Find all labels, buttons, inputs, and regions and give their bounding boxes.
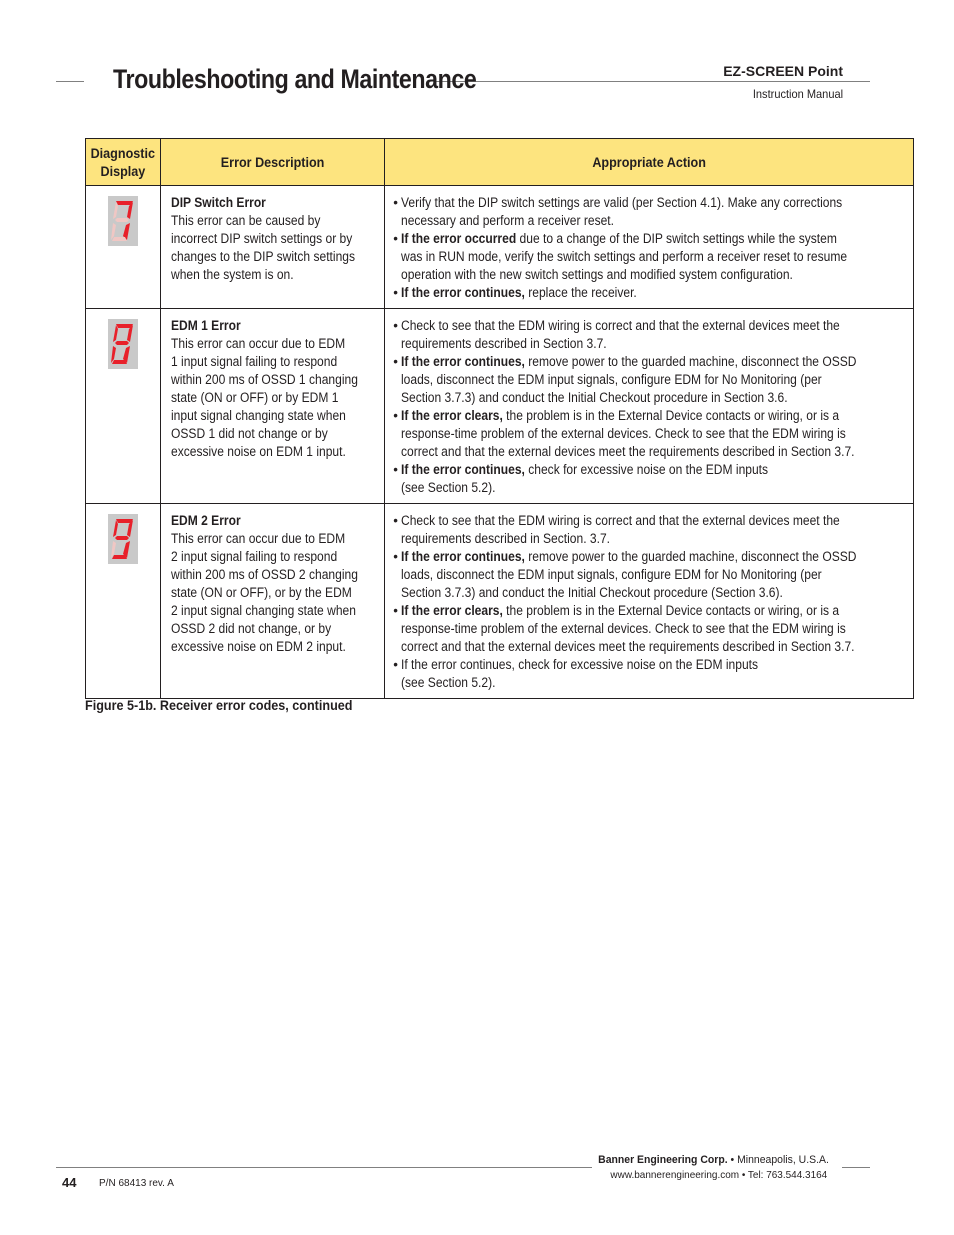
bullet-icon: • [393,318,398,333]
action-line [401,425,856,443]
segment-d [112,237,127,241]
action-text: Section 3.7.3) and conduct the Initial Checkout procedure (Section 3.6). [401,585,784,600]
table-row [86,309,914,504]
error-title: EDM 2 Error [170,513,241,528]
action-emphasis: If the error continues, [401,354,526,369]
header-rule-right [434,81,870,82]
action-line [401,479,856,497]
bullet-icon: • [393,195,398,210]
action-line [401,248,856,266]
action-text: necessary and perform a receiver reset. [401,213,615,228]
action-item [393,317,907,353]
error-description-line: within 200 ms of OSSD 2 changing [170,567,358,582]
company-line [598,1154,829,1166]
action-text: the problem is in the External Device contacts or wiring, or is a [503,408,840,423]
action-line [401,443,856,461]
action-text: loads, disconnect the EDM input signals, configure EDM for No Monitoring (per [401,567,822,582]
error-description-line: 1 input signal failing to respond [170,354,337,369]
contact-line: www.bannerengineering.com • Tel: 763.544.3164 [610,1169,827,1181]
action-line [401,656,856,674]
appropriate-action-cell [385,309,914,504]
action-item [393,194,907,230]
action-text: replace the receiver. [525,285,638,300]
action-line [401,548,856,566]
error-description-line: 2 input signal failing to respond [170,549,337,564]
segment-a [116,519,133,523]
action-item [393,461,907,497]
seven-segment-display-icon [108,514,138,564]
action-line [401,230,856,248]
action-line [401,530,856,548]
diagnostic-display-cell [86,309,161,504]
error-description-line: OSSD 2 did not change, or by [170,621,331,636]
action-line [401,266,856,284]
action-line [401,566,856,584]
error-description-line: This error can be caused by [170,213,320,228]
bullet-icon: • [393,513,398,528]
error-codes-table [85,138,914,699]
appropriate-action-cell [385,504,914,699]
company-location: • Minneapolis, U.S.A. [727,1154,829,1166]
action-item [393,602,907,656]
action-text: the problem is in the External Device contacts or wiring, or is a [503,603,840,618]
error-description-line: excessive noise on EDM 1 input. [170,444,346,459]
action-item [393,284,907,302]
action-line [401,512,856,530]
footer-rule-left [56,1167,592,1168]
error-description-line: changes to the DIP switch settings [170,249,355,264]
action-text: loads, disconnect the EDM input signals, configure EDM for No Monitoring (per [401,372,822,387]
action-item [393,407,907,461]
action-line [401,353,856,371]
action-text: remove power to the guarded machine, disconnect the OSSD [525,354,857,369]
action-line [401,638,856,656]
table-row [86,186,914,309]
error-description-line: state (ON or OFF) or by EDM 1 [170,390,338,405]
action-item [393,656,907,692]
action-line [401,461,856,479]
action-text: (see Section 5.2). [401,675,496,690]
page-title: Troubleshooting and Maintenance [113,64,477,94]
table-row [86,504,914,699]
segment-g [115,536,129,540]
seven-segment-display-icon [108,196,138,246]
action-line [401,620,856,638]
action-line [401,407,856,425]
action-line [401,194,856,212]
segment-g [115,341,129,345]
header-error-description: Error Description [160,139,385,186]
error-description-line: This error can occur due to EDM [170,336,345,351]
action-text: Check to see that the EDM wiring is correct and that the external devices meet the [401,513,841,528]
action-line [401,212,856,230]
action-text: If the error continues, check for excessive noise on the EDM inputs [401,657,759,672]
action-emphasis: If the error occurred [401,231,517,246]
bullet-icon: • [393,657,398,672]
action-line [401,602,856,620]
error-description-line: 2 input signal changing state when [170,603,356,618]
error-description-line: This error can occur due to EDM [170,531,345,546]
company-name: Banner Engineering Corp. [598,1154,728,1166]
error-description-cell [160,309,385,504]
action-text: operation with the new switch settings and modified system configuration. [401,267,794,282]
action-line [401,674,856,692]
error-description-line: incorrect DIP switch settings or by [170,231,352,246]
table-header-row [86,139,914,186]
diagnostic-display-cell [86,186,161,309]
bullet-icon: • [393,231,398,246]
error-description-line: within 200 ms of OSSD 1 changing [170,372,358,387]
action-line [401,284,856,302]
error-title: DIP Switch Error [170,195,266,210]
error-description-line: input signal changing state when [170,408,346,423]
action-text: response-time problem of the external devices. Check to see that the EDM wiring is [401,621,847,636]
segment-d [112,555,127,559]
segment-d [112,360,127,364]
part-number: P/N 68413 rev. A [99,1178,174,1189]
action-emphasis: If the error clears, [401,408,504,423]
action-item [393,353,907,407]
action-text: (see Section 5.2). [401,480,496,495]
footer-rule-right [842,1167,870,1168]
action-item [393,512,907,548]
bullet-icon: • [393,549,398,564]
action-line [401,335,856,353]
error-description-cell [160,504,385,699]
action-item [393,230,907,284]
bullet-icon: • [393,462,398,477]
figure-caption: Figure 5-1b. Receiver error codes, continued [85,697,353,713]
bullet-icon: • [393,603,398,618]
appropriate-action-cell [385,186,914,309]
action-text: remove power to the guarded machine, disconnect the OSSD [525,549,857,564]
action-line [401,584,856,602]
error-title: EDM 1 Error [170,318,241,333]
segment-a [116,201,133,205]
action-text: response-time problem of the external devices. Check to see that the EDM wiring is [401,426,847,441]
bullet-icon: • [393,354,398,369]
diagnostic-display-cell [86,504,161,699]
bullet-icon: • [393,285,398,300]
seven-segment-display-icon [108,319,138,369]
page-number: 44 [62,1175,77,1190]
action-text: correct and that the external devices meet the requirements described in Section 3.7. [401,444,855,459]
action-line [401,371,856,389]
action-text: Verify that the DIP switch settings are valid (per Section 4.1). Make any corrections [401,195,843,210]
bullet-icon: • [393,408,398,423]
action-text: requirements described in Section 3.7. [401,336,607,351]
action-text: Section 3.7.3) and conduct the Initial Checkout procedure in Section 3.6. [401,390,788,405]
action-line [401,317,856,335]
action-text: Check to see that the EDM wiring is correct and that the external devices meet the [401,318,841,333]
error-description-line: excessive noise on EDM 2 input. [170,639,346,654]
error-description-line: OSSD 1 did not change or by [170,426,328,441]
header-appropriate-action: Appropriate Action [385,139,914,186]
action-emphasis: If the error continues, [401,462,526,477]
error-description-line: when the system is on. [170,267,294,282]
error-description-line: state (ON or OFF), or by the EDM [170,585,352,600]
action-text: due to a change of the DIP switch settings while the system [516,231,838,246]
header-diagnostic-display: Diagnostic Display [86,139,161,186]
action-emphasis: If the error continues, [401,285,526,300]
action-text: was in RUN mode, verify the switch settings and perform a receiver reset to resume [401,249,848,264]
action-item [393,548,907,602]
manual-name: Instruction Manual [752,87,843,101]
product-name: EZ-SCREEN Point [723,63,843,79]
action-emphasis: If the error continues, [401,549,526,564]
action-line [401,389,856,407]
action-text: correct and that the external devices meet the requirements described in Section 3.7. [401,639,855,654]
action-text: check for excessive noise on the EDM inputs [525,462,769,477]
segment-g [115,218,129,222]
action-text: requirements described in Section. 3.7. [401,531,611,546]
action-emphasis: If the error clears, [401,603,504,618]
error-description-cell [160,186,385,309]
header-rule-left [56,81,84,82]
segment-a [116,324,133,328]
